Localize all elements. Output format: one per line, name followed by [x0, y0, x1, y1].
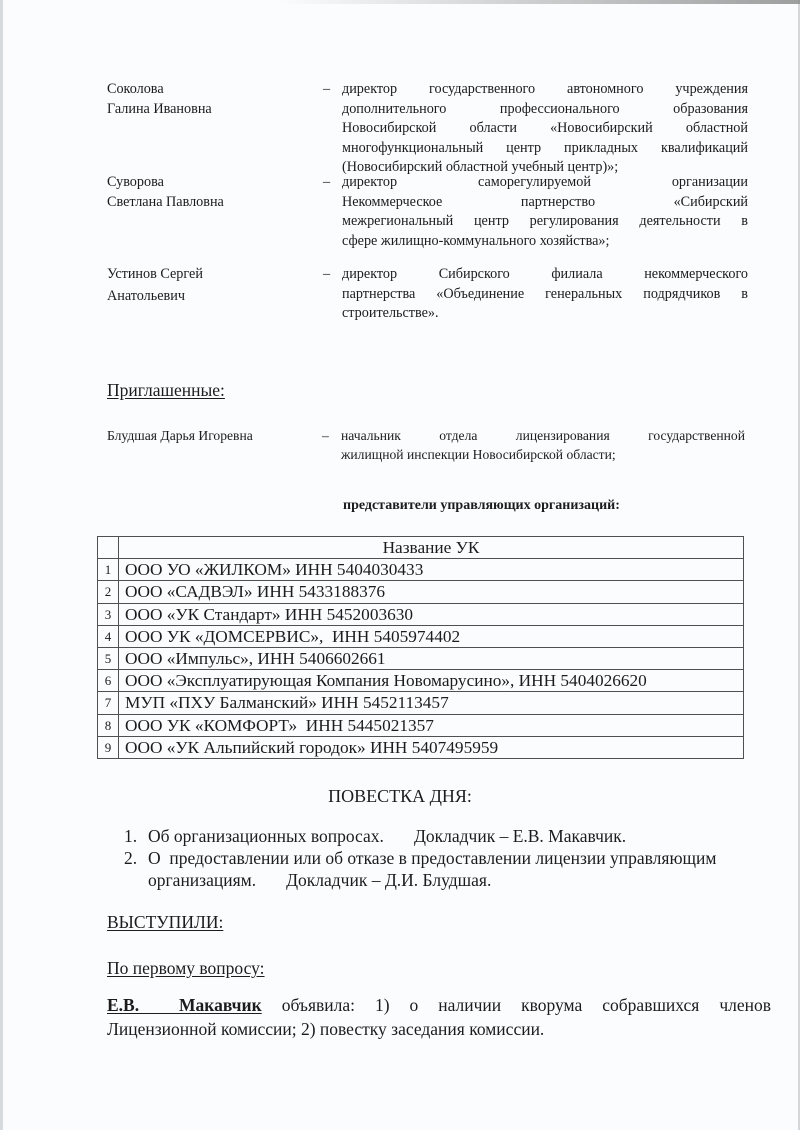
- header-number-cell: [98, 537, 119, 559]
- table-header-row: [98, 537, 744, 559]
- company-name: ООО «Эксплуатирующая Компания Новомарусино», ИНН 5404026620: [119, 670, 744, 692]
- company-name: ООО УК «ДОМСЕРВИС», ИНН 5405974402: [119, 625, 744, 647]
- table-row: [98, 647, 744, 669]
- table-row: [98, 736, 744, 758]
- table-row: [98, 714, 744, 736]
- first-question-heading: По первому вопросу:: [107, 958, 265, 978]
- company-name: ООО УО «ЖИЛКОМ» ИНН 5404030433: [119, 559, 744, 581]
- row-number: 8: [98, 714, 119, 736]
- dash: –: [323, 81, 331, 97]
- table-row: [98, 581, 744, 603]
- position-line: директор государственного автономного учреждения: [342, 81, 748, 97]
- member-surname: Суворова: [107, 174, 164, 190]
- position-line: сфере жилищно-коммунального хозяйства»;: [342, 232, 610, 249]
- position-line: дополнительного профессионального образования: [342, 100, 748, 117]
- position-line: директор саморегулируемой организации: [342, 174, 748, 190]
- position-line: партнерства «Объединение генеральных подрядчиков в: [342, 285, 748, 302]
- management-companies-table: [97, 536, 744, 759]
- member-name: [107, 80, 307, 119]
- company-name: ООО «САДВЭЛ» ИНН 5433188376: [119, 581, 744, 603]
- member-position: [342, 173, 748, 251]
- table-row: [98, 670, 744, 692]
- position-line: директор Сибирского филиала некоммерческого: [342, 266, 748, 282]
- company-name: ООО «Импульс», ИНН 5406602661: [119, 647, 744, 669]
- row-number: 2: [98, 581, 119, 603]
- position-line: жилищной инспекции Новосибирской области;: [341, 447, 616, 462]
- dash: –: [323, 266, 331, 282]
- agenda-title: ПОВЕСТКА ДНЯ:: [328, 786, 472, 806]
- table-row: [98, 559, 744, 581]
- dash: –: [323, 174, 331, 190]
- member-surname: Соколова: [107, 81, 164, 97]
- member-position: [342, 80, 748, 178]
- statement-paragraph: [107, 993, 771, 1041]
- member-position: [342, 265, 748, 324]
- company-name: ООО УК «КОМФОРТ» ИНН 5445021357: [119, 714, 744, 736]
- table-row: [98, 625, 744, 647]
- row-number: 3: [98, 603, 119, 625]
- company-name: ООО «УК Альпийский городок» ИНН 5407495959: [119, 736, 744, 758]
- row-number: 7: [98, 692, 119, 714]
- agenda-list: [124, 825, 772, 891]
- agenda-item-text: О предоставлении или об отказе в предоставлении лицензии управляющим организациям.: [148, 848, 721, 890]
- invited-name: Блудшая Дарья Игоревна: [107, 428, 253, 443]
- company-name: ООО «УК Стандарт» ИНН 5452003630: [119, 603, 744, 625]
- invited-heading: Приглашенные:: [107, 380, 225, 400]
- member-surname: Устинов Сергей: [107, 266, 203, 282]
- statement-text: объявила: 1) о наличии кворума собравшихся членов: [281, 995, 772, 1015]
- representatives-title: представители управляющих организаций:: [343, 498, 620, 513]
- member-name: [107, 265, 307, 306]
- scan-edge-left: [0, 0, 3, 1130]
- agenda-item: [124, 825, 772, 847]
- dash: –: [322, 428, 329, 443]
- statement-line: [107, 993, 771, 1017]
- position-line: начальник отдела лицензирования государственной: [341, 428, 745, 443]
- agenda-item-number: 1.: [124, 826, 138, 846]
- speaker-name: Е.В. Макавчик: [107, 995, 262, 1015]
- invited-position: [341, 426, 745, 464]
- member-given-name: Светлана Павловна: [107, 193, 224, 210]
- row-number: 1: [98, 559, 119, 581]
- position-line: межрегиональный центр регулирования деятельности в: [342, 213, 748, 230]
- company-name: МУП «ПХУ Балманский» ИНН 5452113457: [119, 692, 744, 714]
- agenda-item-speaker: Докладчик – Д.И. Блудшая.: [286, 870, 492, 890]
- position-line: многофункциональный центр прикладных квалификаций: [342, 139, 748, 156]
- row-number: 9: [98, 736, 119, 758]
- member-given-name: Анатольевич: [107, 287, 185, 304]
- position-line: строительстве».: [342, 305, 439, 322]
- statement-line: Лицензионной комиссии; 2) повестку заседания комиссии.: [107, 1019, 545, 1039]
- member-name: [107, 173, 307, 212]
- row-number: 4: [98, 625, 119, 647]
- agenda-item-text: Об организационных вопросах.: [148, 826, 384, 846]
- row-number: 6: [98, 670, 119, 692]
- position-line: Некоммерческое партнерство «Сибирский: [342, 193, 748, 210]
- table-row: [98, 692, 744, 714]
- position-line: (Новосибирский областной учебный центр)»;: [342, 159, 619, 176]
- spoke-heading: ВЫСТУПИЛИ:: [107, 912, 224, 932]
- scan-edge-top: [280, 0, 800, 4]
- member-given-name: Галина Ивановна: [107, 100, 212, 117]
- agenda-item-speaker: Докладчик – Е.В. Макавчик.: [413, 826, 627, 846]
- agenda-item-number: 2.: [124, 848, 138, 868]
- header-name-cell: Название УК: [119, 537, 744, 559]
- row-number: 5: [98, 647, 119, 669]
- table-row: [98, 603, 744, 625]
- position-line: Новосибирской области «Новосибирский областной: [342, 120, 748, 137]
- agenda-item: [124, 847, 772, 891]
